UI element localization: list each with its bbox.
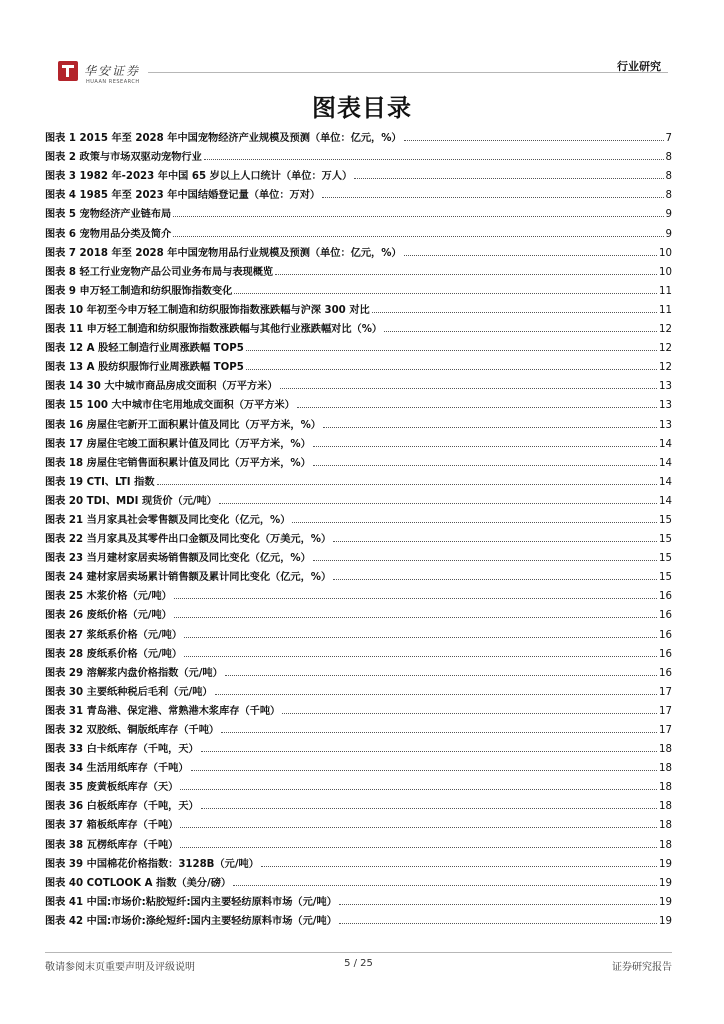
toc-entry-label: 图表 18 房屋住宅销售面积累计值及同比（万平方米，%） bbox=[45, 457, 311, 469]
toc-entry-page: 16 bbox=[659, 629, 672, 641]
toc-dot-leader bbox=[339, 903, 657, 905]
toc-entry-page: 9 bbox=[665, 228, 672, 240]
toc-dot-leader bbox=[246, 349, 657, 351]
footer-divider bbox=[45, 952, 672, 953]
toc-dot-leader bbox=[157, 483, 658, 485]
toc-entry[interactable] bbox=[45, 908, 672, 927]
toc-entry-label: 图表 40 COTLOOK A 指数（美分/磅） bbox=[45, 877, 232, 889]
toc-entry[interactable] bbox=[45, 793, 672, 812]
toc-dot-leader bbox=[174, 597, 657, 599]
toc-entry-page: 12 bbox=[659, 324, 672, 336]
toc-dot-leader bbox=[313, 445, 657, 447]
toc-entry[interactable] bbox=[45, 660, 672, 679]
toc-entry-label: 图表 14 30 大中城市商品房成交面积（万平方米） bbox=[45, 381, 278, 393]
toc-entry-page: 14 bbox=[659, 438, 672, 450]
toc-entry-label: 图表 22 当月家具及其零件出口金额及同比变化（万美元，%） bbox=[45, 534, 332, 546]
toc-entry[interactable] bbox=[45, 469, 672, 488]
toc-entry-page: 12 bbox=[659, 343, 672, 355]
toc-entry-page: 14 bbox=[659, 495, 672, 507]
toc-entry[interactable] bbox=[45, 621, 672, 640]
toc-entry-page: 17 bbox=[659, 705, 672, 717]
toc-entry-page: 15 bbox=[659, 553, 672, 565]
toc-dot-leader bbox=[292, 521, 657, 523]
toc-dot-leader bbox=[282, 712, 657, 714]
toc-dot-leader bbox=[297, 406, 657, 408]
toc-dot-leader bbox=[234, 292, 657, 294]
toc-entry-page: 7 bbox=[665, 133, 672, 145]
toc-entry-label: 图表 16 房屋住宅新开工面积累计值及同比（万平方米，%） bbox=[45, 419, 321, 431]
toc-entry-page: 19 bbox=[659, 858, 672, 870]
toc-entry[interactable] bbox=[45, 259, 672, 278]
toc-entry-label: 图表 35 废黄板纸库存（天） bbox=[45, 782, 179, 794]
toc-entry-page: 13 bbox=[659, 381, 672, 393]
toc-dot-leader bbox=[280, 387, 657, 389]
toc-entry-label: 图表 41 中国:市场价:粘胶短纤:国内主要轻纺原料市场（元/吨） bbox=[45, 896, 337, 908]
toc-entry[interactable] bbox=[45, 240, 672, 259]
toc-dot-leader bbox=[333, 540, 657, 542]
toc-dot-leader bbox=[180, 788, 657, 790]
toc-entry-page: 19 bbox=[659, 896, 672, 908]
toc-entry[interactable] bbox=[45, 297, 672, 316]
toc-entry[interactable] bbox=[45, 335, 672, 354]
toc-entry[interactable] bbox=[45, 679, 672, 698]
toc-entry-label: 图表 1 2015 年至 2028 年中国宠物经济产业规模及预测（单位：亿元，%） bbox=[45, 133, 402, 145]
company-subtitle: HUAAN RESEARCH bbox=[86, 79, 140, 85]
toc-entry-label: 图表 42 中国:市场价:涤纶短纤:国内主要轻纺原料市场（元/吨） bbox=[45, 915, 337, 927]
toc-dot-leader bbox=[221, 731, 657, 733]
toc-entry-label: 图表 21 当月家具社会零售额及同比变化（亿元，%） bbox=[45, 514, 291, 526]
page-footer bbox=[45, 958, 672, 974]
toc-dot-leader bbox=[184, 636, 657, 638]
toc-entry-page: 18 bbox=[659, 820, 672, 832]
toc-entry[interactable] bbox=[45, 870, 672, 889]
toc-entry-page: 14 bbox=[659, 476, 672, 488]
toc-entry-page: 10 bbox=[659, 266, 672, 278]
toc-entry[interactable] bbox=[45, 736, 672, 755]
toc-entry-label: 图表 38 瓦楞纸库存（千吨） bbox=[45, 839, 179, 851]
toc-entry-page: 19 bbox=[659, 915, 672, 927]
toc-entry-label: 图表 15 100 大中城市住宅用地成交面积（万平方米） bbox=[45, 400, 295, 412]
toc-entry-label: 图表 31 青岛港、保定港、常熟港木浆库存（千吨） bbox=[45, 705, 281, 717]
toc-dot-leader bbox=[173, 235, 663, 237]
toc-entry-page: 18 bbox=[659, 801, 672, 813]
toc-entry-page: 12 bbox=[659, 362, 672, 374]
toc-entry[interactable] bbox=[45, 774, 672, 793]
toc-entry-page: 18 bbox=[659, 763, 672, 775]
toc-entry-page: 8 bbox=[665, 190, 672, 202]
toc-entry[interactable] bbox=[45, 545, 672, 564]
toc-entry[interactable] bbox=[45, 488, 672, 507]
toc-entry[interactable] bbox=[45, 717, 672, 736]
toc-entry-label: 图表 13 A 股纺织服饰行业周涨跌幅 TOP5 bbox=[45, 362, 244, 374]
toc-entry-label: 图表 32 双胶纸、铜版纸库存（千吨） bbox=[45, 725, 220, 736]
toc-dot-leader bbox=[384, 330, 657, 332]
toc-entry-page: 8 bbox=[665, 171, 672, 183]
toc-entry-page: 15 bbox=[659, 534, 672, 546]
company-logo-icon bbox=[58, 61, 78, 81]
toc-dot-leader bbox=[174, 616, 657, 618]
toc-dot-leader bbox=[333, 578, 657, 580]
toc-entry[interactable] bbox=[45, 755, 672, 774]
toc-entry[interactable] bbox=[45, 602, 672, 621]
toc-dot-leader bbox=[180, 846, 657, 848]
toc-entry-label: 图表 4 1985 年至 2023 年中国结婚登记量（单位：万对） bbox=[45, 190, 321, 202]
page-number: 5 / 25 bbox=[344, 958, 373, 969]
toc-entry-page: 15 bbox=[659, 514, 672, 526]
page-header bbox=[0, 0, 724, 100]
toc-entry-page: 9 bbox=[665, 209, 672, 221]
toc-entry-label: 图表 26 废纸价格（元/吨） bbox=[45, 610, 172, 622]
toc-entry[interactable] bbox=[45, 583, 672, 602]
toc-entry[interactable] bbox=[45, 889, 672, 908]
toc-entry[interactable] bbox=[45, 698, 672, 717]
toc-entry-label: 图表 9 申万轻工制造和纺织服饰指数变化 bbox=[45, 285, 233, 297]
toc-dot-leader bbox=[323, 426, 657, 428]
footer-disclaimer: 敬请参阅末页重要声明及评级说明 bbox=[45, 962, 195, 973]
toc-entry-page: 16 bbox=[659, 648, 672, 660]
toc-entry[interactable] bbox=[45, 564, 672, 583]
toc-entry[interactable] bbox=[45, 431, 672, 450]
toc-dot-leader bbox=[225, 674, 657, 676]
toc-dot-leader bbox=[180, 826, 657, 828]
toc-entry[interactable] bbox=[45, 373, 672, 392]
toc-dot-leader bbox=[313, 559, 657, 561]
toc-dot-leader bbox=[219, 502, 657, 504]
toc-entry[interactable] bbox=[45, 526, 672, 545]
toc-dot-leader bbox=[201, 750, 657, 752]
table-of-figures bbox=[45, 125, 672, 927]
footer-report-type: 证券研究报告 bbox=[612, 962, 672, 973]
toc-entry-label: 图表 29 溶解浆内盘价格指数（元/吨） bbox=[45, 667, 223, 679]
toc-entry[interactable] bbox=[45, 354, 672, 373]
toc-entry-page: 19 bbox=[659, 877, 672, 889]
toc-dot-leader bbox=[322, 196, 663, 198]
toc-entry-label: 图表 30 主要纸种税后毛利（元/吨） bbox=[45, 686, 213, 698]
toc-entry-label: 图表 37 箱板纸库存（千吨） bbox=[45, 820, 179, 832]
toc-dot-leader bbox=[184, 655, 657, 657]
toc-entry-label: 图表 10 年初至今申万轻工制造和纺织服饰指数涨跌幅与沪深 300 对比 bbox=[45, 304, 370, 316]
toc-entry[interactable] bbox=[45, 182, 672, 201]
toc-entry-label: 图表 24 建材家居卖场累计销售额及累计同比变化（亿元，%） bbox=[45, 572, 332, 584]
toc-dot-leader bbox=[372, 311, 657, 313]
toc-entry-label: 图表 12 A 股轻工制造行业周涨跌幅 TOP5 bbox=[45, 343, 244, 355]
toc-dot-leader bbox=[404, 254, 657, 256]
toc-dot-leader bbox=[201, 807, 657, 809]
toc-entry-page: 13 bbox=[659, 419, 672, 431]
toc-entry-page: 18 bbox=[659, 839, 672, 851]
toc-entry-label: 图表 33 白卡纸库存（千吨，天） bbox=[45, 744, 199, 756]
toc-entry-page: 8 bbox=[665, 152, 672, 164]
toc-entry-label: 图表 39 中国棉花价格指数：3128B（元/吨） bbox=[45, 858, 259, 870]
toc-entry-page: 17 bbox=[659, 725, 672, 736]
toc-entry-page: 14 bbox=[659, 457, 672, 469]
toc-entry[interactable] bbox=[45, 316, 672, 335]
toc-entry[interactable] bbox=[45, 450, 672, 469]
toc-entry[interactable] bbox=[45, 201, 672, 220]
toc-entry[interactable] bbox=[45, 851, 672, 870]
toc-entry-label: 图表 17 房屋住宅竣工面积累计值及同比（万平方米，%） bbox=[45, 438, 311, 450]
toc-dot-leader bbox=[354, 177, 663, 179]
toc-dot-leader bbox=[404, 139, 664, 141]
toc-entry-page: 11 bbox=[659, 285, 672, 297]
toc-dot-leader bbox=[339, 922, 657, 924]
toc-entry-label: 图表 23 当月建材家居卖场销售额及同比变化（亿元，%） bbox=[45, 553, 311, 565]
toc-dot-leader bbox=[173, 215, 663, 217]
section-label: 行业研究 bbox=[617, 60, 661, 73]
toc-entry[interactable] bbox=[45, 831, 672, 850]
toc-entry-page: 15 bbox=[659, 572, 672, 584]
toc-entry-page: 11 bbox=[659, 304, 672, 316]
toc-entry-label: 图表 19 CTI、LTI 指数 bbox=[45, 476, 155, 488]
toc-entry[interactable] bbox=[45, 812, 672, 831]
toc-entry-label: 图表 11 申万轻工制造和纺织服饰指数涨跌幅与其他行业涨跌幅对比（%） bbox=[45, 324, 383, 336]
toc-entry[interactable] bbox=[45, 125, 672, 144]
toc-entry-page: 16 bbox=[659, 610, 672, 622]
toc-entry-page: 13 bbox=[659, 400, 672, 412]
toc-entry-label: 图表 36 白板纸库存（千吨，天） bbox=[45, 801, 199, 813]
toc-entry[interactable] bbox=[45, 220, 672, 239]
toc-entry-label: 图表 34 生活用纸库存（千吨） bbox=[45, 763, 189, 775]
toc-entry[interactable] bbox=[45, 144, 672, 163]
toc-entry-page: 16 bbox=[659, 591, 672, 603]
company-name: 华安证券 bbox=[84, 64, 141, 78]
toc-dot-leader bbox=[246, 368, 657, 370]
toc-entry-page: 16 bbox=[659, 667, 672, 679]
toc-dot-leader bbox=[191, 769, 658, 771]
header-divider bbox=[148, 72, 668, 73]
toc-entry[interactable] bbox=[45, 411, 672, 430]
toc-entry-label: 图表 28 废纸系价格（元/吨） bbox=[45, 648, 183, 660]
toc-dot-leader bbox=[215, 693, 657, 695]
toc-dot-leader bbox=[313, 464, 657, 466]
toc-entry-page: 10 bbox=[659, 247, 672, 259]
toc-entry-label: 图表 6 宠物用品分类及简介 bbox=[45, 228, 172, 240]
toc-entry-label: 图表 20 TDI、MDI 现货价（元/吨） bbox=[45, 495, 217, 507]
page-title: 图表目录 bbox=[312, 94, 412, 122]
toc-entry-page: 17 bbox=[659, 686, 672, 698]
toc-entry-label: 图表 2 政策与市场双驱动宠物行业 bbox=[45, 152, 202, 164]
toc-entry-label: 图表 5 宠物经济产业链布局 bbox=[45, 209, 172, 221]
toc-entry[interactable] bbox=[45, 278, 672, 297]
toc-dot-leader bbox=[261, 865, 657, 867]
toc-entry-label: 图表 8 轻工行业宠物产品公司业务布局与表现概览 bbox=[45, 266, 274, 278]
toc-entry-page: 18 bbox=[659, 744, 672, 756]
toc-entry-label: 图表 25 木浆价格（元/吨） bbox=[45, 591, 172, 603]
toc-entry-label: 图表 27 浆纸系价格（元/吨） bbox=[45, 629, 183, 641]
toc-dot-leader bbox=[275, 273, 657, 275]
toc-entry-page: 18 bbox=[659, 782, 672, 794]
toc-entry[interactable] bbox=[45, 392, 672, 411]
toc-entry-label: 图表 7 2018 年至 2028 年中国宠物用品行业规模及预测（单位：亿元，%） bbox=[45, 247, 402, 259]
toc-entry[interactable] bbox=[45, 507, 672, 526]
toc-entry[interactable] bbox=[45, 163, 672, 182]
toc-dot-leader bbox=[233, 884, 657, 886]
toc-dot-leader bbox=[204, 158, 664, 160]
toc-entry-label: 图表 3 1982 年-2023 年中国 65 岁以上人口统计（单位：万人） bbox=[45, 171, 353, 183]
toc-entry[interactable] bbox=[45, 641, 672, 660]
